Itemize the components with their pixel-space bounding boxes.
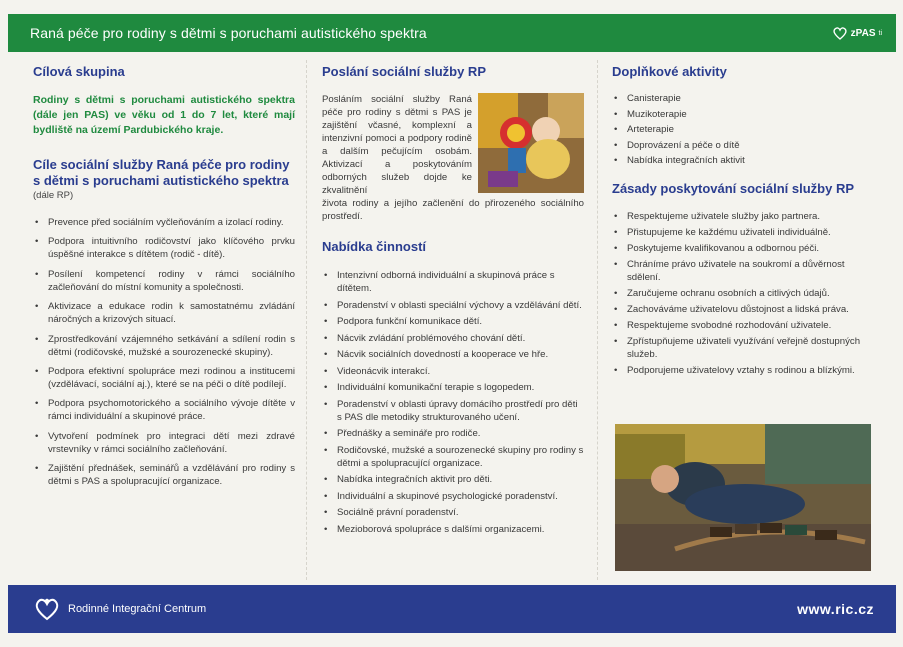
goals-heading: Cíle sociální služby Raná péče pro rodiny s dětmi s poruchami autistického spektra bbox=[33, 157, 290, 188]
logo-suffix: ti bbox=[878, 29, 882, 37]
heart-hands-icon bbox=[832, 26, 848, 40]
photo-illustration bbox=[615, 424, 871, 571]
offer-list bbox=[322, 269, 584, 536]
logo-text: zPAS bbox=[850, 27, 876, 39]
column-activities-rules bbox=[612, 64, 874, 380]
list-item: • Podpora efektivní spolupráce mezi rodinou a institucemi (vzdělávací, sociální aj.), které se na péči o dítě podílejí. bbox=[33, 365, 295, 391]
offer-heading: Nabídka činností bbox=[322, 239, 427, 254]
target-text: Rodiny s dětmi s poruchami autistického spektra (dále jen PAS) ve věku od 1 do 7 let, které mají bydliště na území Pardubického kraje. bbox=[33, 94, 295, 136]
list-item: • Poskytujeme kvalifikovanou a odbornou péči. bbox=[612, 242, 874, 255]
list-item: • Muzikoterapie bbox=[612, 108, 874, 121]
mission-heading: Poslání sociální služby RP bbox=[322, 64, 486, 79]
list-item: • Individuální a skupinové psychologické poradenství. bbox=[322, 490, 584, 503]
list-item: • Arteterapie bbox=[612, 123, 874, 136]
activities-list bbox=[612, 92, 874, 167]
mission-text: Posláním sociální služby Raná péče pro rodiny s dětmi s PAS je zajištění včasné, komplexní a intenzivní pomoci a podpory rodině a dalším pečujícím osobám. Aktivizací a poskytováním odborných služeb dojde ke zkvalitnění bbox=[322, 94, 472, 196]
photo-illustration bbox=[478, 93, 584, 193]
footer-band bbox=[8, 585, 896, 633]
list-item: • Podpora intuitivního rodičovství jako klíčového prvku úspěšné interakce s dítětem (rodič - dítě). bbox=[33, 235, 295, 261]
list-item: • Canisterapie bbox=[612, 92, 874, 105]
list-item: • Poradenství v oblasti speciální výchovy a vzdělávání dětí. bbox=[322, 299, 584, 312]
column-mission-offer bbox=[322, 64, 584, 539]
list-item: • Vytvoření podmínek pro integraci dětí mezi zdravé vrstevníky v rámci sociálního začleňování. bbox=[33, 430, 295, 456]
org-name: Rodinné Integrační Centrum bbox=[68, 603, 207, 615]
list-item: • Respektujeme svobodné rozhodování uživatele. bbox=[612, 319, 874, 332]
list-item: • Sociálně právní poradenství. bbox=[322, 506, 584, 519]
list-item: • Intenzivní odborná individuální a skupinová práce s dítětem. bbox=[322, 269, 584, 295]
list-item: • Přednášky a semináře pro rodiče. bbox=[322, 427, 584, 440]
list-item: • Respektujeme uživatele služby jako partnera. bbox=[612, 210, 874, 223]
list-item: • Chráníme právo uživatele na soukromí a důvěrnost sdělení. bbox=[612, 258, 874, 284]
list-item: • Mezioborová spolupráce s dalšími organizacemi. bbox=[322, 523, 584, 536]
header-band bbox=[8, 14, 896, 52]
target-heading: Cílová skupina bbox=[33, 64, 125, 79]
list-item: • Posílení kompetencí rodiny v rámci sociálního začleňování do místní komunity a společnosti. bbox=[33, 268, 295, 294]
list-item: • Videonácvik interakcí. bbox=[322, 365, 584, 378]
rules-list bbox=[612, 210, 874, 377]
page-title: Raná péče pro rodiny s dětmi s poruchami autistického spektra bbox=[30, 25, 427, 41]
list-item: • Rodičovské, mužské a sourozenecké skupiny pro rodiny s dětmi a spolupracující organizace. bbox=[322, 444, 584, 470]
mission-block bbox=[322, 93, 584, 197]
list-item: • Zprostředkování vzájemného setkávání a sdílení rodin s dětmi (rodičovské, mužské a sourozenecké skupiny). bbox=[33, 333, 295, 359]
heart-hands-icon bbox=[34, 597, 60, 621]
list-item: • Podpora funkční komunikace dětí. bbox=[322, 315, 584, 328]
fold-line bbox=[597, 60, 598, 580]
activities-heading: Doplňkové aktivity bbox=[612, 64, 727, 79]
list-item: • Poradenství v oblasti úpravy domácího prostředí pro děti s PAS dle metodiky strukturovaného učení. bbox=[322, 398, 584, 424]
child-with-train-photo bbox=[615, 424, 871, 571]
list-item: • Zajištění přednášek, seminářů a vzdělávání pro rodiny s dětmi s PAS a spolupracující organizace. bbox=[33, 462, 295, 488]
list-item: • Prevence před sociálním vyčleňováním a izolací rodiny. bbox=[33, 216, 295, 229]
rules-heading: Zásady poskytování sociální služby RP bbox=[612, 181, 855, 197]
list-item: • Podpora psychomotorického a sociálního vývoje dítěte v rámci individuální a skupinové práce. bbox=[33, 397, 295, 423]
list-item: • Nabídka integračních aktivit pro děti. bbox=[322, 473, 584, 486]
list-item: • Zaručujeme ochranu osobních a citlivých údajů. bbox=[612, 287, 874, 300]
fold-line bbox=[306, 60, 307, 580]
mission-text-continued: života rodiny a jejího začlenění do přirozeného sociálního prostředí. bbox=[322, 198, 584, 222]
list-item: • Nácvik sociálních dovedností a kooperace ve hře. bbox=[322, 348, 584, 361]
list-item: • Podporujeme uživatelovy vztahy s rodinou a blízkými. bbox=[612, 364, 874, 377]
ric-logo bbox=[34, 597, 206, 621]
zpasti-logo bbox=[832, 26, 882, 40]
goals-list bbox=[33, 216, 295, 488]
list-item: • Doprovázení a péče o dítě bbox=[612, 139, 874, 152]
list-item: • Nabídka integračních aktivit bbox=[612, 154, 874, 167]
list-item: • Zachováváme uživatelovu důstojnost a lidská práva. bbox=[612, 303, 874, 316]
child-with-toys-photo bbox=[478, 93, 584, 193]
list-item: • Individuální komunikační terapie s logopedem. bbox=[322, 381, 584, 394]
website-link[interactable]: www.ric.cz bbox=[797, 601, 874, 617]
goals-note: (dále RP) bbox=[33, 190, 74, 201]
list-item: • Přistupujeme ke každému uživateli individuálně. bbox=[612, 226, 874, 239]
list-item: • Nácvik zvládání problémového chování dětí. bbox=[322, 332, 584, 345]
column-target-goals bbox=[33, 64, 295, 495]
list-item: • Aktivizace a edukace rodin k samostatnému zvládání náročných a krizových situací. bbox=[33, 300, 295, 326]
list-item: • Zpřístupňujeme uživateli využívání veřejně dostupných služeb. bbox=[612, 335, 874, 361]
